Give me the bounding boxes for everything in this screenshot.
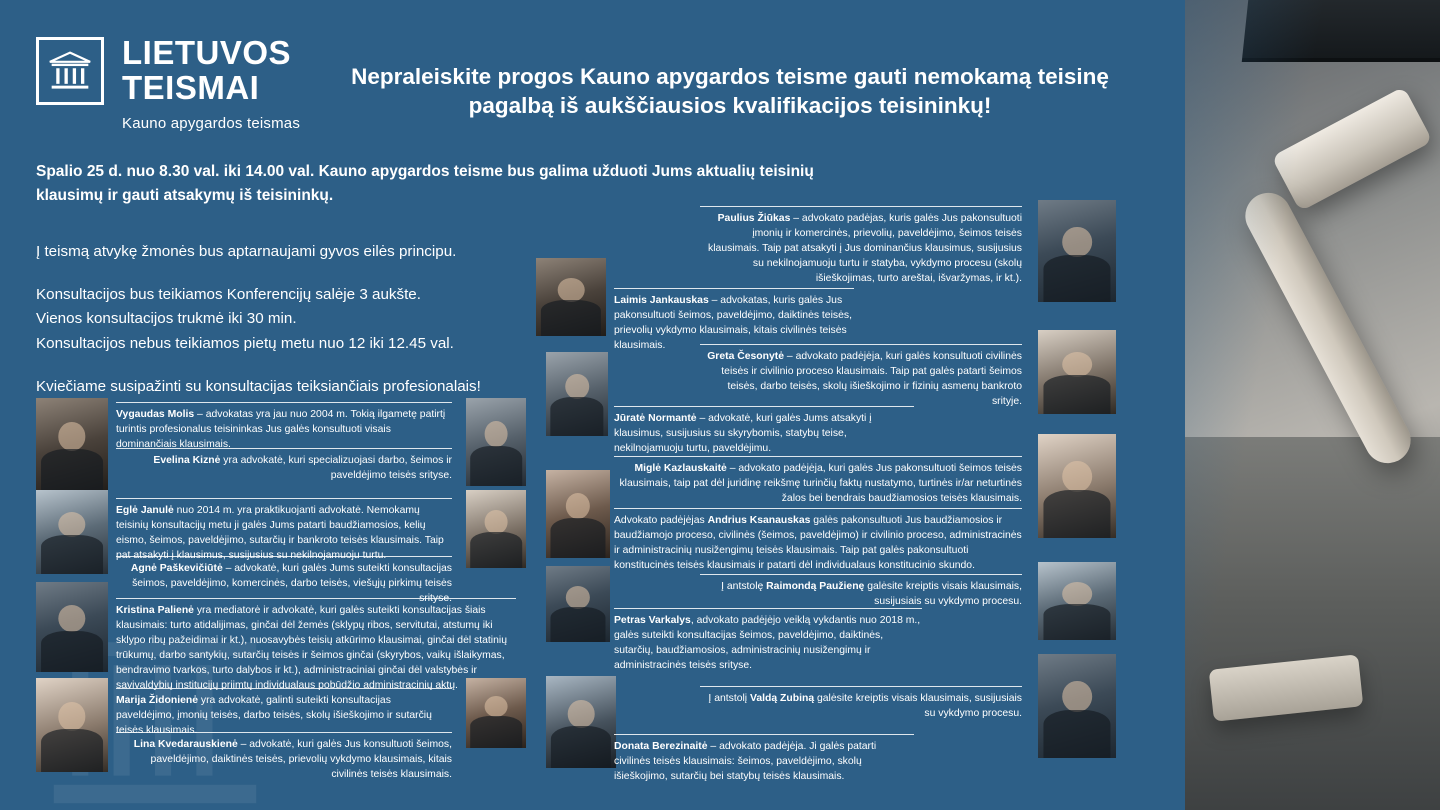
portrait-raimonda-pauziene (1038, 562, 1116, 640)
divider (700, 686, 1022, 687)
person-description: – advokato padėjėja. Ji galės patarti civilinės teisės klausimais: šeimos, paveldėjimo, skolų išieškojimo, sutarčių bei statybų teisės klausimais. (614, 741, 877, 783)
person-greta-cesonyte (700, 344, 1022, 409)
person-andrius-ksanauskas (614, 508, 1022, 573)
person-name: Lina Kvedarauskienė (133, 739, 238, 750)
person-description: – advokatė, kuri galės Jums suteikti konsultacijas šeimos, paveldėjimo, komercinės, darbo teisės, viešųjų pirkimų teisės srityse. (132, 563, 452, 605)
person-name: Raimondą Paužienę (766, 581, 865, 592)
person-marija-zidoniene (116, 688, 452, 738)
person-description: nuo 2014 m. yra praktikuojanti advokatė. Nemokamų teisinių konsultacijų metu ji galės Jums patarti baudžiamosios, kelių eismo, šeimos, paveldėjimo, sutarčių ir bankroto teisės klausimais. Taip pat atsakyti į klausimus, susijusius su nekilnojamuoju turtu. (116, 505, 444, 562)
person-description: yra mediatorė ir advokatė, kuri galės suteikti konsultacijas šiais klausimais: turto atidalijimas, ginčai dėl žemės (sklypų ribos, servitutai, atstumų iki sklypo ribų pažeidimai ir kt.), nuosavybės teisių atkūrimo klausimai, ginčai dėl statinių trūkumų, darbo santykių, sutarčių teisės ir šeimos ginčai (skyrybos, vaikų išlaikymas, bendravimo tvarkos, turto dalybos ir kt.), administraciniai ginčai dėl valstybės ir savivaldybių institucijų priimtų individualaus pobūdžio administracinių aktų. (116, 605, 507, 692)
gavel-photo-panel (1185, 0, 1440, 810)
person-prefix: Į antstolę (721, 581, 767, 592)
person-description: – advokatas yra jau nuo 2004 m. Tokią ilgametę patirtį turintis profesionalus teisininkas Jus galės konsultuoti visais dominančiais klausimais. (116, 409, 446, 451)
person-name: Kristina Palienė (116, 605, 194, 616)
person-jurate-normante (614, 406, 914, 456)
person-kristina-paliene (116, 598, 516, 693)
person-name: Donata Berezinaitė (614, 741, 708, 752)
person-name: Laimis Jankauskas (614, 295, 709, 306)
person-vygaudas-molis (116, 402, 452, 452)
person-name: Agnė Paškevičiūtė (130, 563, 223, 574)
person-description: – advokato padėjas, kuris galės Jus pakonsultuoti įmonių ir komercinės, prievolių, paveldėjimo, šeimos teisės klausimais. Taip pat atsakyti į Jus dominančius klausimus, susijusius su nekilnojamuoju turtu ir statyba, vykdymo procesu (skolų išieškojimas, turto areštai, išvaržymas, ir kt.). (708, 213, 1022, 285)
person-description: yra advokatė, galinti suteikti konsultacijas paveldėjimo, įmonių teisės, darbo teisės, skolų išieškojimo ir sutarčių teisės klausimais. (116, 695, 432, 737)
panel-shade (1185, 0, 1440, 810)
lunch-info: Konsultacijos nebus teikiamos pietų metu nuo 12 iki 12.45 val. (36, 334, 454, 352)
person-name: Paulius Žiūkas (717, 213, 791, 224)
event-details: Spalio 25 d. nuo 8.30 val. iki 14.00 val. Kauno apygardos teisme bus galima užduoti Jums aktualių teisinių klausimų ir gauti atsakymų iš teisininkų. (36, 163, 814, 205)
divider (700, 344, 1022, 345)
courthouse-icon (36, 37, 104, 105)
portrait-andrius-ksanauskas (546, 470, 610, 558)
divider (116, 498, 452, 499)
divider (614, 734, 914, 735)
invite-text: Kviečiame susipažinti su konsultacijas teiksiančiais profesionalais! (36, 377, 481, 395)
divider (614, 288, 854, 289)
person-name: Eglė Janulė (116, 505, 174, 516)
duration-info: Vienos konsultacijos trukmė iki 30 min. (36, 310, 297, 328)
divider (614, 508, 1022, 509)
portrait-egle-janule (36, 490, 108, 574)
person-description: galės pakonsultuoti Jus baudžiamosios ir baudžiamojo proceso, civilinės (šeimos, paveldėjimo) ir civilinio proceso, administracinės ir administracinių nusižengimų teisės klausimais. Taip pat galės pakonsultuoti konstitucinės teisės klausimais ir patarti dėl individualaus konstitucinio skundo. (614, 515, 1022, 572)
info-block (36, 240, 516, 399)
divider (116, 402, 452, 403)
divider (614, 608, 922, 609)
person-name: Marija Židonienė (116, 695, 198, 706)
portrait-greta-cesonyte (1038, 330, 1116, 414)
portrait-marija-zidoniene (36, 678, 108, 772)
portrait-migle-kazlauskaite (1038, 434, 1116, 538)
portrait-donata-berezinaite (546, 676, 616, 768)
person-paulius-ziukas (700, 206, 1022, 286)
person-valdas-zubinas (700, 686, 1022, 721)
person-evelina-kizne (116, 448, 452, 483)
divider (116, 556, 452, 557)
person-description: – advokatė, kuri galės Jums atsakyti į klausimus, susijusius su skyrybomis, statybų teise, nekilnojamuoju turtu, paveldėjimu. (614, 413, 872, 455)
person-description: , advokato padėjėjo veiklą vykdantis nuo 2018 m., galės suteikti konsultacijas šeimos, paveldėjimo, daiktinės, sutarčių, baudžiamosios, administracinių nusižengimų ir administracinės teisės srityse. (614, 615, 921, 672)
person-name: Valdą Zubiną (750, 693, 815, 704)
portrait-valdas-zubinas (1038, 654, 1116, 758)
divider (614, 456, 1022, 457)
person-name: Jūratė Normantė (614, 413, 697, 424)
portrait-vygaudas-molis (36, 398, 108, 492)
portrait-evelina-kizne (466, 398, 526, 486)
portrait-kristina-paliene (36, 582, 108, 672)
person-description: – advokatas, kuris galės Jus pakonsultuoti šeimos, paveldėjimo, daiktinės teisės, prievolių vykdymo klausimais, kitais civilinės teisės klausimais. (614, 295, 852, 352)
headline: Nepraleiskite progos Kauno apygardos teisme gauti nemokamą teisinę pagalbą iš aukščiausios kvalifikacijos teisininkų! (351, 64, 1109, 119)
person-description: – advokatė, kuri galės Jus konsultuoti šeimos, paveldėjimo, daiktinės teisės, prievolių vykdymo klausimais, kitais civilinės teisės klausimais. (150, 739, 452, 781)
queue-info: Į teismą atvykę žmonės bus aptarnaujami gyvos eilės principu. (36, 243, 457, 260)
person-donata-berezinaite (614, 734, 914, 784)
portrait-laimis-jankauskas (536, 258, 606, 336)
person-description: – advokato padėjėja, kuri galės Jus pakonsultuoti šeimos teisės klausimais, taip pat dėl juridinę reikšmę turinčių faktų nustatymo, turtinės ir/ar neturtinės žalos bei bendrais baudžiamosios teisės klausimais. (619, 463, 1022, 505)
person-prefix: Advokato padėjėjas (614, 515, 708, 526)
brand-title-line2: TEISMAI (122, 68, 260, 106)
person-raimonda-pauziene (700, 574, 1022, 609)
portrait-jurate-normante (546, 352, 608, 436)
brand-subtitle: Kauno apygardos teismas (122, 115, 301, 133)
person-name: Evelina Kiznė (153, 455, 221, 466)
divider (700, 574, 1022, 575)
portrait-agne-paskeviciute (466, 490, 526, 568)
person-prefix: Į antstolį (708, 693, 751, 704)
divider (116, 688, 452, 689)
person-migle-kazlauskaite (614, 456, 1022, 506)
person-description: – advokato padėjėja, kuri galės konsultuoti civilinės teisės ir civilinio proceso klausimais. Taip pat galės patarti šeimos teisės, darbo teisės, skolų išieškojimo ir fizinių asmenų bankroto srityje. (721, 351, 1022, 408)
person-lina-kvedarauskiene (116, 732, 452, 782)
person-egle-janule (116, 498, 452, 563)
person-name: Andrius Ksanauskas (707, 515, 811, 526)
brand-logo (36, 36, 300, 132)
divider (116, 598, 516, 599)
person-petras-varkalys (614, 608, 922, 673)
person-name: Greta Česonytė (707, 351, 785, 362)
person-description: yra advokatė, kuri specializuojasi darbo, šeimos ir paveldėjimo teisės srityse. (220, 455, 452, 482)
divider (116, 732, 452, 733)
location-info: Konsultacijos bus teikiamos Konferencijų salėje 3 aukšte. (36, 285, 421, 303)
portrait-petras-varkalys (546, 566, 610, 642)
person-description: galėsite kreiptis visais klausimais, susijusiais su vykdymo procesu. (814, 693, 1022, 720)
brand-title-line1: LIETUVOS (122, 34, 292, 71)
portrait-paulius-ziukas (1038, 200, 1116, 302)
person-name: Miglė Kazlauskaitė (634, 463, 727, 474)
divider (614, 406, 914, 407)
person-name: Petras Varkalys (614, 615, 691, 626)
divider (700, 206, 1022, 207)
courthouse-glyph (48, 50, 92, 92)
divider (116, 448, 452, 449)
person-description: galėsite kreiptis visais klausimais, susijusiais su vykdymo procesu. (864, 581, 1022, 608)
person-name: Vygaudas Molis (116, 409, 195, 420)
